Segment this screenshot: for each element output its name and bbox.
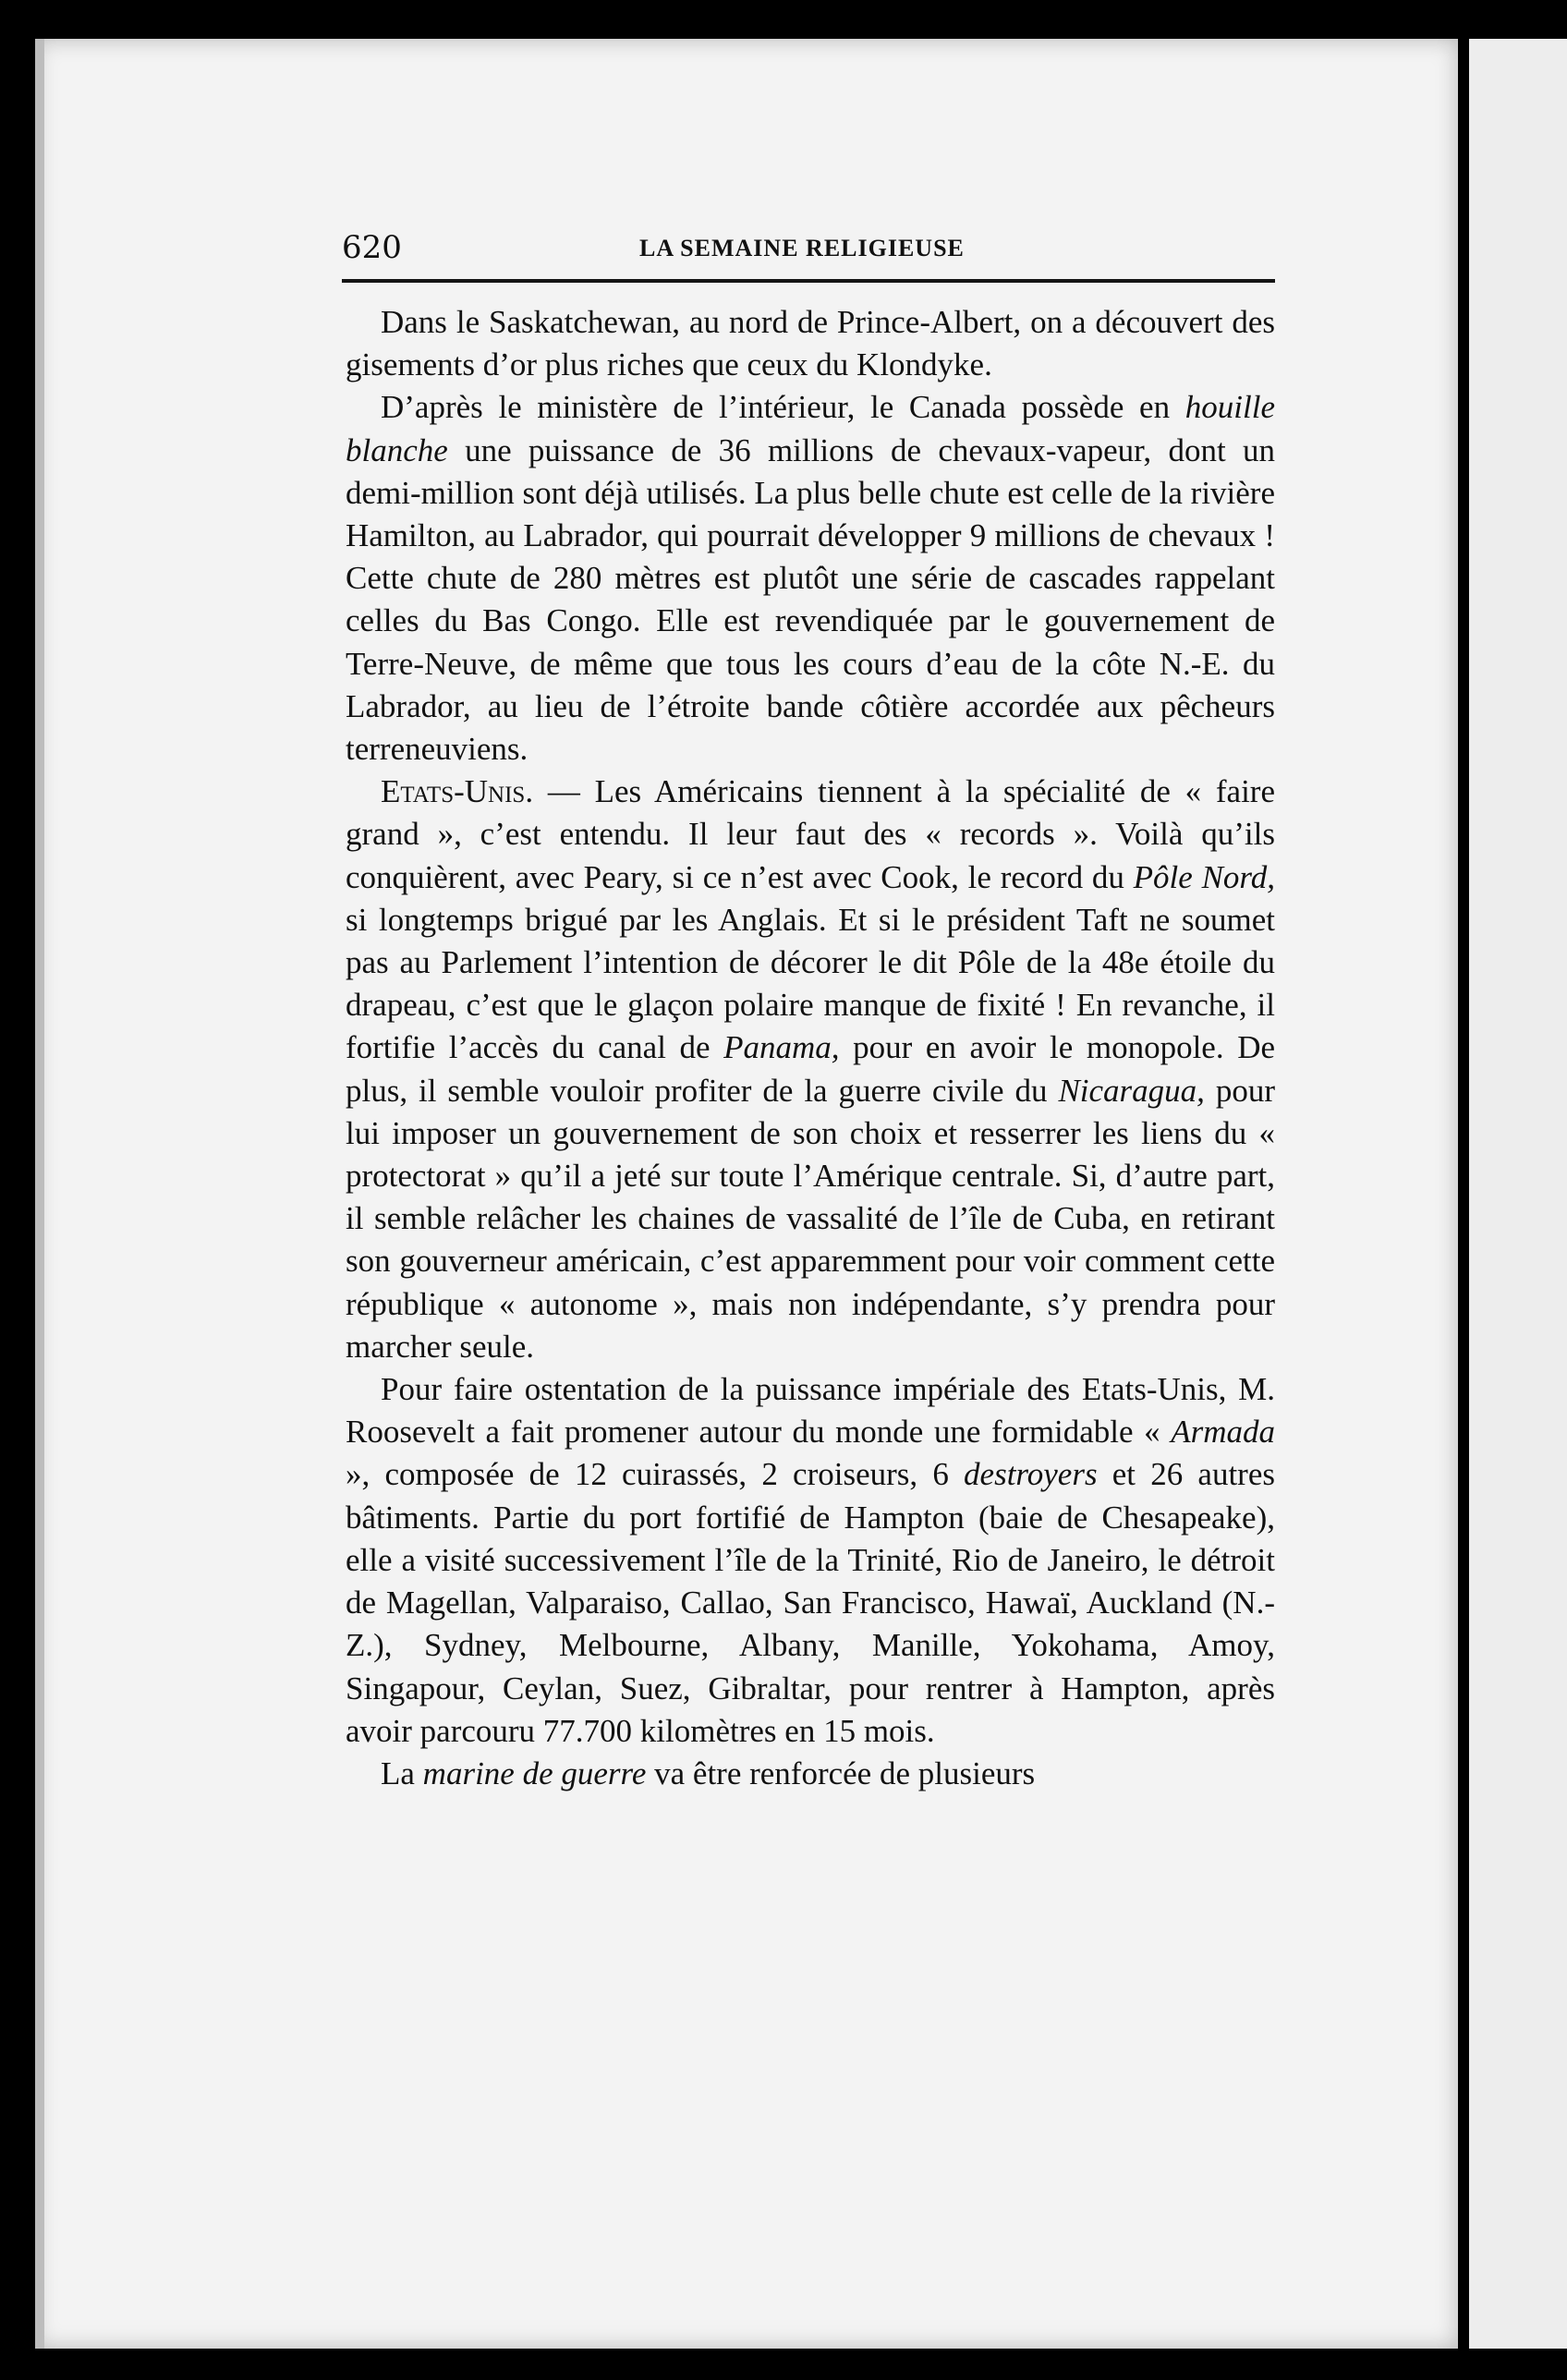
paragraph	[346, 1753, 1275, 1795]
text-run: pour lui imposer un gouvernement de son choix et resserrer les liens du « protectorat » qu’il a jeté sur toute l’Amérique centrale. Si, d’autre part, il semble relâcher les chaines de vassalité de l’île de Cuba, en retirant son gouverneur américain, c’est apparemment pour voir comment cette république « autonome », mais non indépendante, s’y prendra pour marcher seule.	[346, 1072, 1276, 1365]
text-run: Pour faire ostentation de la puissance impériale des Etats-Unis, M. Roosevelt a fait promener autour du monde une formidable «	[346, 1371, 1275, 1451]
italic-text: Panama,	[723, 1029, 840, 1066]
text-run: pour en avoir le monopole. De plus, il semble vouloir profiter de la guerre civile du	[346, 1029, 1275, 1109]
italic-text: houille blanche	[346, 389, 1275, 468]
section-heading: Etats-Unis.	[381, 773, 534, 810]
page-edge	[1458, 0, 1469, 2380]
italic-text: marine de guerre	[422, 1755, 647, 1791]
text-run: D’après le ministère de l’intérieur, le Canada possède en	[381, 389, 1185, 426]
text-run: une puissance de 36 millions de chevaux-vapeur, dont un demi-million sont déjà utilisés. La plus belle chute est celle de la rivière Hamilton, au Labrador, qui pourrait développer 9 millions de chevaux ! Cette chute de 280 mètres est plutôt une série de cascades rappelant celles du Bas Congo. Elle est revendiquée par le gouvernement de Terre-Neuve, de même que tous les cours d’eau de la côte N.-E. du Labrador, au lieu de l’étroite bande côtière accordée aux pêcheurs terreneuviens.	[346, 431, 1275, 768]
article-body	[346, 301, 1275, 1795]
text-run: si longtemps brigué par les Anglais. Et si le président Taft ne soumet pas au Parlement l’intention de décorer le dit Pôle de la 48e étoile du drapeau, c’est que le glaçon polaire manque de fixité ! En revanche, il fortifie l’accès du canal de	[346, 901, 1275, 1066]
text-run: va être renforcée de plusieurs	[646, 1755, 1036, 1791]
italic-text: Nicaragua,	[1058, 1072, 1205, 1109]
running-title: LA SEMAINE RELIGIEUSE	[639, 235, 965, 261]
paragraph	[346, 771, 1275, 1368]
text-run: — Les Américains tiennent à la spécialité de « faire grand », c’est entendu. Il leur faut des « records ». Voilà qu’ils conquièrent, avec Peary, si ce n’est avec Cook, le record du	[346, 773, 1275, 895]
text-run: Dans le Saskatchewan, au nord de Prince-Albert, on a découvert des gisements d’or plus riches que ceux du Klondyke.	[346, 304, 1275, 383]
adjacent-page-edge	[1469, 39, 1567, 2349]
page-header	[342, 229, 1275, 275]
header-rule	[342, 279, 1275, 283]
page-number: 620	[342, 229, 402, 266]
italic-text: destroyers	[964, 1456, 1098, 1493]
page-gutter	[35, 39, 44, 2349]
text-run: », composée de 12 cuirassés, 2 croiseurs, 6	[346, 1456, 965, 1493]
paragraph	[346, 301, 1275, 386]
italic-text: Armada	[1171, 1414, 1275, 1451]
text-run: La	[381, 1755, 423, 1791]
paragraph	[346, 386, 1275, 771]
paragraph	[346, 1368, 1275, 1753]
italic-text: Pôle Nord,	[1133, 858, 1275, 895]
text-run: et 26 autres bâtiments. Partie du port fortifié de Hampton (baie de Chesapeake), elle a visité successivement l’île de la Trinité, Rio de Janeiro, le détroit de Magellan, Valparaiso, Callao, San Francisco, Hawaï, Auckland (N.-Z.), Sydney, Melbourne, Albany, Manille, Yokohama, Amoy, Singapour, Ceylan, Suez, Gibraltar, pour rentrer à Hampton, après avoir parcouru 77.700 kilomètres en 15 mois.	[346, 1456, 1275, 1749]
